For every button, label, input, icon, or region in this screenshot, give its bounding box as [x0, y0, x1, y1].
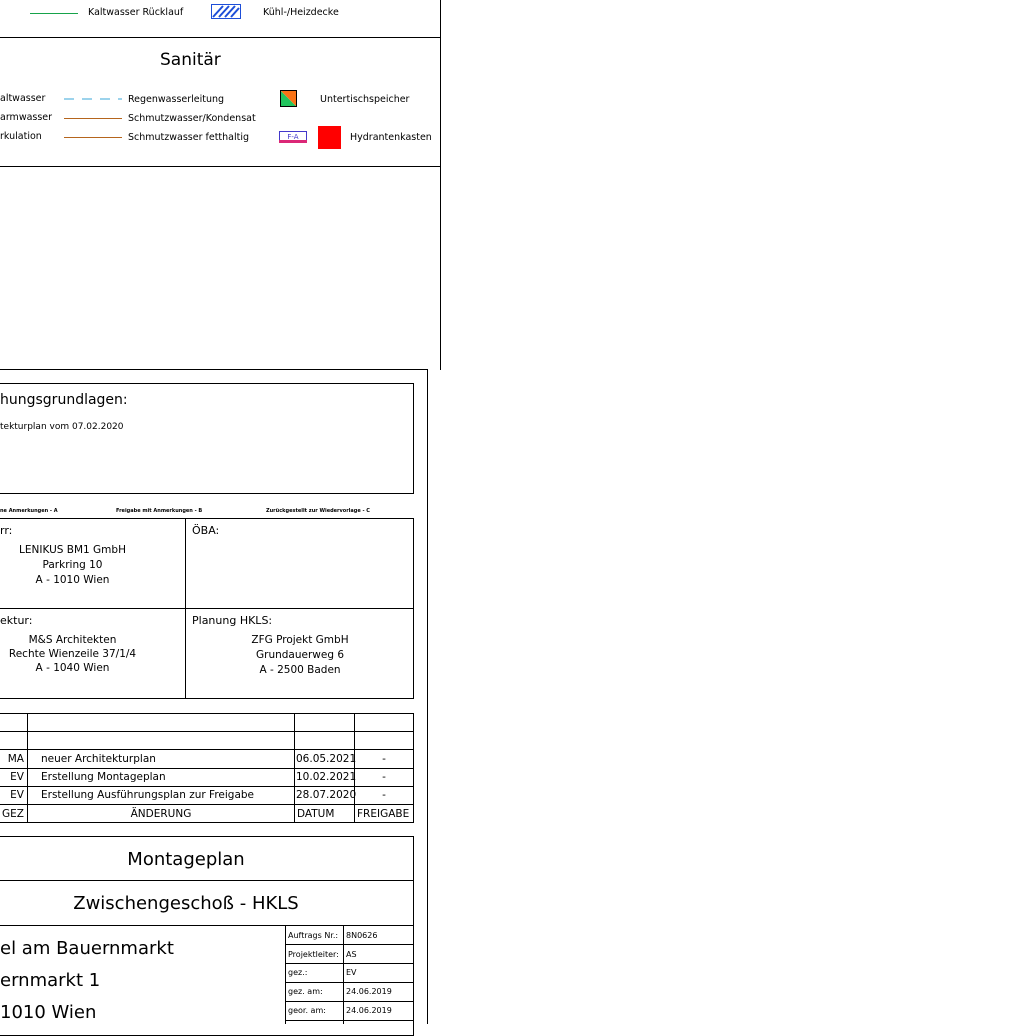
- legend-regenwasser: Regenwasserleitung: [128, 94, 225, 105]
- revision-datum: 28.07.2020: [296, 789, 357, 801]
- info-col-line: [285, 926, 286, 1024]
- revision-col-line: [354, 713, 355, 823]
- schmutzwasser-line: [64, 118, 122, 119]
- architektur-label: ektur:: [0, 614, 33, 627]
- planung-label: Planung HKLS:: [192, 614, 273, 627]
- plan-type: Montageplan: [127, 849, 245, 870]
- project-name: el am Bauernmarkt: [0, 938, 174, 959]
- titleblock-frame-top: [0, 369, 428, 370]
- revision-freigabe: -: [382, 753, 386, 765]
- freigabe-code-c: Zurückgestellt zur Wiedervorlage - C: [266, 508, 370, 514]
- revision-row-line: [0, 749, 414, 750]
- revision-col-line: [294, 713, 295, 823]
- info-label: Projektleiter:: [288, 950, 339, 959]
- planung-address: [230, 633, 370, 678]
- fettabscheider-icon: [279, 130, 308, 144]
- info-label: Auftrags Nr.:: [288, 931, 339, 940]
- revision-header-freigabe: FREIGABE: [357, 808, 410, 820]
- divider: [0, 37, 441, 38]
- freigabe-code-a: ne Anmerkungen - A: [0, 508, 58, 514]
- legend-warmwasser: armwasser: [0, 112, 53, 123]
- planung-name: ZFG Projekt GmbH: [251, 634, 349, 646]
- revision-freigabe: -: [382, 771, 386, 783]
- revision-row-line: [0, 804, 414, 805]
- planung-city: A - 2500 Baden: [259, 664, 341, 676]
- revision-datum: 06.05.2021: [296, 753, 357, 765]
- architektur-city: A - 1040 Wien: [35, 662, 110, 674]
- bauherr-address: [0, 543, 145, 588]
- sheet-border-right-mid: [440, 167, 441, 370]
- revision-aenderung: Erstellung Montageplan: [41, 771, 166, 783]
- revision-aenderung: Erstellung Ausführungsplan zur Freigabe: [41, 789, 255, 801]
- architektur-street: Rechte Wienzeile 37/1/4: [8, 648, 137, 660]
- kaltwasser-ruecklauf-line: [30, 13, 78, 14]
- revision-datum: 10.02.2021: [296, 771, 357, 783]
- grundlagen-title: hungsgrundlagen:: [0, 392, 128, 408]
- floor-title: Zwischengeschoß - HKLS: [73, 893, 299, 914]
- revision-freigabe: -: [382, 789, 386, 801]
- architektur-name: M&S Architekten: [28, 634, 117, 646]
- grundlagen-text: tekturplan vom 07.02.2020: [0, 422, 124, 432]
- parties-divider-h: [0, 608, 414, 609]
- revision-header-datum: DATUM: [297, 808, 335, 820]
- info-row-line: [285, 963, 414, 964]
- untertischspeicher-icon: [280, 90, 297, 107]
- architektur-address: [0, 633, 145, 675]
- info-value: EV: [346, 968, 357, 977]
- legend-schmutzwasser-fett: Schmutzwasser fetthaltig: [128, 132, 250, 143]
- bauherr-name: LENIKUS BM1 GmbH: [19, 544, 126, 556]
- info-value: 24.06.2019: [346, 1006, 392, 1015]
- kuehl-heizdecke-label: Kühl-/Heizdecke: [263, 7, 339, 18]
- sheet-border-right: [440, 0, 441, 167]
- info-value: AS: [346, 950, 357, 959]
- revision-row-line: [0, 731, 414, 732]
- info-label: geor. am:: [288, 1006, 326, 1015]
- info-label: gez.:: [288, 968, 308, 977]
- svg-text:F-A: F-A: [287, 133, 299, 141]
- info-row-line: [285, 982, 414, 983]
- revision-header-aenderung: ÄNDERUNG: [130, 808, 192, 820]
- project-street: ernmarkt 1: [0, 970, 101, 991]
- revision-row-line: [0, 786, 414, 787]
- hydrantenkasten-icon: [318, 126, 341, 149]
- revision-gez: MA: [7, 753, 24, 765]
- legend-untertischspeicher: Untertischspeicher: [320, 94, 410, 105]
- titleblock-divider: [0, 880, 414, 881]
- info-label: gez. am:: [288, 987, 323, 996]
- info-col-line: [343, 926, 344, 1024]
- project-city: 1010 Wien: [0, 1002, 97, 1023]
- freigabe-code-b: Freigabe mit Anmerkungen - B: [116, 508, 203, 514]
- legend-zirkulation: rkulation: [0, 131, 42, 142]
- legend-kaltwasser: altwasser: [0, 93, 46, 104]
- revision-row-line: [0, 768, 414, 769]
- kuehl-heizdecke-icon: [211, 4, 241, 19]
- revision-col-line: [27, 713, 28, 823]
- regenwasser-line: [64, 94, 122, 104]
- revision-header-gez: GEZ: [2, 808, 24, 820]
- info-row-line: [285, 1020, 414, 1021]
- info-value: 8N0626: [346, 931, 378, 940]
- divider: [0, 166, 441, 167]
- bauherr-label: rr:: [0, 524, 13, 537]
- schmutzwasser-fett-line: [64, 137, 122, 138]
- legend-hydrantenkasten: Hydrantenkasten: [350, 132, 432, 143]
- planung-street: Grundauerweg 6: [255, 649, 345, 661]
- revision-gez: EV: [10, 789, 24, 801]
- revision-aenderung: neuer Architekturplan: [41, 753, 156, 765]
- info-row-line: [285, 944, 414, 945]
- sanitaer-title: Sanitär: [160, 50, 221, 70]
- revision-gez: EV: [10, 771, 24, 783]
- bauherr-city: A - 1010 Wien: [35, 574, 110, 586]
- oeba-label: ÖBA:: [192, 524, 220, 537]
- legend-schmutzwasser: Schmutzwasser/Kondensat: [128, 113, 256, 124]
- titleblock-divider: [0, 925, 414, 926]
- info-value: 24.06.2019: [346, 987, 392, 996]
- kaltwasser-ruecklauf-label: Kaltwasser Rücklauf: [88, 7, 184, 18]
- info-row-line: [285, 1001, 414, 1002]
- bauherr-street: Parkring 10: [42, 559, 103, 571]
- titleblock-frame-right: [427, 369, 428, 1024]
